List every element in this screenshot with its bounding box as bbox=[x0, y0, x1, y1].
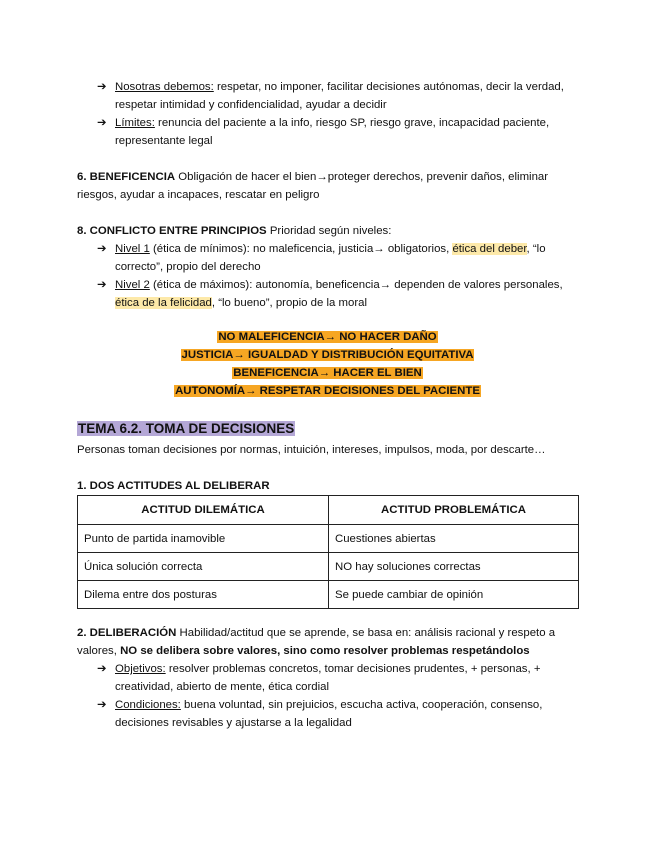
table-row bbox=[78, 525, 579, 553]
list-item bbox=[77, 114, 577, 150]
table-cell: Dilema entre dos posturas bbox=[78, 581, 329, 609]
list-item bbox=[77, 78, 577, 114]
summary-line: JUSTICIA→ IGUALDAD Y DISTRIBUCIÓN EQUITATIVA bbox=[181, 349, 474, 361]
table-cell: NO hay soluciones correctas bbox=[329, 553, 579, 581]
conflicto-section bbox=[77, 222, 577, 312]
beneficencia-paragraph bbox=[77, 168, 577, 204]
actitudes-title: 1. DOS ACTITUDES AL DELIBERAR bbox=[77, 480, 270, 492]
nivel2-text-b: , “lo bueno”, propio de la moral bbox=[211, 297, 368, 309]
arrow-icon: ➔ bbox=[97, 699, 107, 711]
deliberacion-bold: NO se delibera sobre valores, sino como resolver problemas respetándolos bbox=[120, 645, 530, 657]
list-item bbox=[77, 696, 567, 732]
tema-heading-block bbox=[77, 420, 577, 439]
bullet-lead: Nosotras debemos: bbox=[115, 81, 214, 93]
nivel2-highlight: ética de la felicidad bbox=[115, 297, 212, 309]
deliberacion-paragraph bbox=[77, 624, 567, 660]
arrow-icon: ➔ bbox=[97, 81, 107, 93]
list-item bbox=[77, 660, 567, 696]
table-row bbox=[78, 581, 579, 609]
table-row bbox=[78, 553, 579, 581]
bullet-lead: Objetivos: bbox=[115, 663, 166, 675]
arrow-icon: ➔ bbox=[97, 117, 107, 129]
beneficencia-text: Obligación de hacer el bien→proteger derechos, prevenir daños, eliminar riesgos, ayudar a incapaces, rescatar en peligro bbox=[77, 171, 549, 201]
nivel1-text-a: (ética de mínimos): no maleficencia, justicia→ obligatorios, bbox=[149, 243, 453, 255]
table-header: ACTITUD DILEMÁTICA bbox=[78, 496, 329, 525]
nivel2-lead: Nivel 2 bbox=[115, 279, 150, 291]
beneficencia-title: 6. BENEFICENCIA bbox=[77, 171, 176, 183]
bullet-text: buena voluntad, sin prejuicios, escucha activa, cooperación, consenso, decisiones revisables y ajustarse a la legalidad bbox=[115, 699, 543, 729]
actitudes-table bbox=[77, 495, 579, 609]
bullet-text: renuncia del paciente a la info, riesgo SP, riesgo grave, incapacidad paciente, representante legal bbox=[115, 117, 550, 147]
summary-line: BENEFICENCIA→ HACER EL BIEN bbox=[233, 367, 422, 379]
bullet-lead: Condiciones: bbox=[115, 699, 181, 711]
arrow-icon: ➔ bbox=[97, 279, 107, 291]
list-item bbox=[77, 276, 577, 312]
nivel1-highlight: ética del deber bbox=[452, 243, 527, 255]
list-item bbox=[77, 240, 577, 276]
nivel1-lead: Nivel 1 bbox=[115, 243, 150, 255]
summary-line: AUTONOMÍA→ RESPETAR DECISIONES DEL PACIENTE bbox=[175, 385, 480, 397]
deliberacion-text: Habilidad/actitud que se aprende, se basa en: análisis racional y respeto a valores, bbox=[77, 627, 556, 657]
arrow-icon: ➔ bbox=[97, 663, 107, 675]
tema-title: TEMA 6.2. TOMA DE DECISIONES bbox=[78, 421, 295, 436]
table-cell: Punto de partida inamovible bbox=[78, 525, 329, 553]
conflicto-title: 8. CONFLICTO ENTRE PRINCIPIOS bbox=[77, 225, 267, 237]
deliberacion-section bbox=[77, 624, 567, 732]
bullet-text: respetar, no imponer, facilitar decisiones autónomas, decir la verdad, respetar intimidad y confidencialidad, ayudar a decidir bbox=[115, 81, 564, 111]
nivel2-text-a: (ética de máximos): autonomía, beneficencia→ dependen de valores personales, bbox=[149, 279, 563, 291]
nivel1-text-b: , “lo correcto”, propio del derecho bbox=[115, 243, 546, 273]
principles-summary bbox=[0, 328, 655, 400]
bullet-lead: Límites: bbox=[115, 117, 155, 129]
table-header-row bbox=[78, 496, 579, 525]
summary-line: NO MALEFICENCIA→ NO HACER DAÑO bbox=[218, 331, 437, 343]
autonomia-bullets bbox=[77, 78, 577, 150]
bullet-text: resolver problemas concretos, tomar decisiones prudentes, + personas, + creatividad, abierto de mente, ética cordial bbox=[115, 663, 541, 693]
tema-intro: Personas toman decisiones por normas, intuición, intereses, impulsos, moda, por descarte… bbox=[77, 444, 546, 456]
table-cell: Única solución correcta bbox=[78, 553, 329, 581]
table-cell: Se puede cambiar de opinión bbox=[329, 581, 579, 609]
deliberacion-title: 2. DELIBERACIÓN bbox=[77, 627, 177, 639]
conflicto-heading bbox=[77, 222, 577, 240]
conflicto-text: Prioridad según niveles: bbox=[266, 225, 392, 237]
table-cell: Cuestiones abiertas bbox=[329, 525, 579, 553]
table-header: ACTITUD PROBLEMÁTICA bbox=[329, 496, 579, 525]
arrow-icon: ➔ bbox=[97, 243, 107, 255]
actitudes-heading bbox=[77, 477, 577, 495]
